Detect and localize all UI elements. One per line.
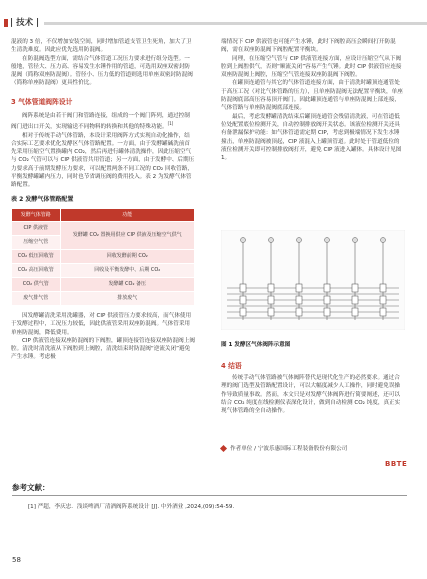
reference-item: [1] 严超，李庆忠．浅谈啤酒厂清酒阀阵系统设计 [J]. 中外酒业 ,2024,(09):54-59.	[28, 504, 235, 510]
left-paragraph-1: 混液的 3 倍，不仅增加安装空间，同时增加管道支管卫生死角，加大了卫生清洗难度。因此应优先选用防混阀。	[11, 39, 192, 54]
gas-pipeline-table	[11, 208, 195, 306]
figure-caption: 图 1 发酵区气体阀阵示意图	[221, 342, 291, 348]
valve-symbol	[380, 308, 386, 316]
table-header-function: 功能	[60, 208, 195, 221]
left-paragraph-4: 相对于传统手动气体管路，本设计采用阀阵方式实现自动化操作，结合实际工艺要求优化发酵区气体管路配置。一方面，由于发酵罐碱洗前首先采用压缩空气置换罐内 CO₂，然后再进行罐体清洗操作，因此压缩空气与 CO₂ 气管可以与 CIP 供液管共用管道；另一方面，由于发酵中、后期压力要求高于前期发酵压力要求，可以配置两条不同工况的 CO₂ 回收管路，平衡发酵罐罐内压力，同时也节省调压阀的费用投入。表 2 为发酵气体管路配置。	[11, 132, 195, 189]
citation-mark: [1]	[167, 121, 174, 127]
table-row: CO₂ 供气管 发酵罐 CO₂ 备压	[12, 277, 195, 291]
valve-symbol	[352, 296, 358, 304]
valve-symbol	[268, 296, 274, 304]
table-caption: 表 2 发酵气体管路配置	[11, 195, 74, 203]
valve-symbol	[296, 308, 302, 316]
section-3-title: 3 气体管道阀阵设计	[11, 97, 73, 106]
valve-symbol	[380, 284, 386, 292]
conclusion-paragraph: 传统手动气体管路被气体阀阵替代是现代化生产的必然要求。通过合理的阀门选型及管路配置设计，可以大幅度减少人工操作，同时避免误操作导致质量事故。然而，本文只是对发酵气体阀阵进行简要阐述，还可以结合 CO₂ 纯度在线检测仪表深化设计，做到自动检测 CO₂ 纯度，真正实现气体管路的全自动操作。	[221, 375, 401, 415]
valve-symbol	[240, 308, 246, 316]
header-accent	[4, 19, 8, 27]
brand-mark: BBTE	[385, 460, 408, 468]
right-paragraph-4: 最后，考虑发酵罐清洗结束后罐顶连通管会残留清洗液，可在管道低位处配置底位检测开关，自动控制排放阀开关状态。该液位检测开关还具有备泄漏保护功能：如气体管道需定期 CIP，考虑到极端情况下发生水锤撞击，单座防混阀被顶起，CIP 液混入上罐顶管道。此时处于管道低位的液位检测开关即可控制排放阀打开，避免 CIP 液进入罐体。具体设计见图 1。	[221, 113, 402, 162]
page-number: 58	[12, 556, 21, 564]
valve-symbol	[324, 308, 330, 316]
fitting-circle	[297, 238, 302, 243]
left-paragraph-2: 在防混阀选型方面，需结合气体管道工况压力要求进行组分选型。一般地，管径大、压力高、容易发生水锤作用的管道，可选用双座双密封防混阀（简称双座防混阀）。管径小、压力低的管道则选用单座双密封防混阀（简称单座防混阀）更具性价比。	[11, 55, 193, 87]
valve-symbol	[296, 296, 302, 304]
page-header	[0, 0, 427, 34]
right-paragraph-3: 在罐顶连通管与其它的气体管道连接方面，由于清洗时罐顶连通管处于高压工况（对比气体管路的压力），且单座防混阀无法配置平衡块，单座防混阀底部高压容易顶开阀门。因此罐顶连通管与单座防混阀上部连接，气体管路与单座防混阀底部连接。	[221, 80, 403, 112]
references-heading: 参考文献：	[12, 483, 50, 492]
valve-symbol	[324, 284, 330, 292]
left-column	[11, 38, 195, 362]
valve-symbol	[296, 284, 302, 292]
valve-symbol	[268, 308, 274, 316]
valve-symbol	[240, 284, 246, 292]
right-paragraph-1: 端情况下 CIP 供液管也可能产生水锤，此时下阀腔高压会瞬间打开防混阀，需在双座防混阀下阀腔配置平衡块。	[221, 39, 396, 54]
valve-symbol	[380, 296, 386, 304]
diamond-bullet-icon	[220, 445, 227, 452]
section-label: | 技术 |	[10, 18, 40, 28]
fitting-circle	[241, 238, 246, 243]
conclusion-body	[221, 374, 405, 415]
valve-array-svg	[221, 230, 405, 330]
valve-symbol	[268, 284, 274, 292]
left-paragraph-5: 因发酵罐清洗采用洗罐器，对 CIP 供液管压力要求较高，而气体使用于发酵过程中，工况压力较低，因此供液管采用双座防混阀。气体管采用单座防混阀，降低费用。	[11, 312, 192, 336]
section-4-title: 4 结语	[221, 362, 242, 370]
references-rule	[12, 495, 407, 496]
fitting-circle	[269, 238, 274, 243]
table-row: CO₂ 低压回收管 回收发酵前期 CO₂	[12, 249, 195, 263]
valve-symbol	[352, 308, 358, 316]
fitting-circle	[325, 238, 330, 243]
valve-array-diagram	[221, 230, 405, 330]
table-row: CIP 供液管 发酵罐 CO₂ 置换用供应 CIP 供液及压缩空气供气	[12, 221, 195, 235]
valve-symbol	[240, 296, 246, 304]
table-header-pipeline: 发酵气体管路	[12, 208, 61, 221]
author-affiliation: 作者单位 / 宁波乐惠国际工程装备股份有限公司	[221, 444, 405, 452]
valve-symbol	[352, 284, 358, 292]
right-column	[221, 38, 405, 162]
left-paragraph-6: CIP 供液管连接双座防混阀的下阀腔，罐顶连接管连接双座防混阀上阀腔。清洗时清洗液从下阀腔到上阀腔，清洗结束时防混阀“逆流关闭”避免产生水锤。考虑极	[11, 337, 195, 361]
table-row: 废气排气管 排放废气	[12, 291, 195, 305]
table-row: 压缩空气管	[12, 235, 195, 249]
header-rule	[44, 22, 427, 25]
table-row: CO₂ 高压回收管 回收及平衡发酵中、后期 CO₂	[12, 263, 195, 277]
diagram-frame	[221, 230, 405, 330]
valve-symbol	[324, 296, 330, 304]
right-paragraph-2: 同理，在压缩空气管与 CIP 供液管连接方面，应设计压缩空气从下阀腔到上阀腔供气，否则“顺流关闭”容易产生气锤。此时 CIP 供液管应连接双座防混阀上阀腔，压缩空气管连接双座防混阀下阀腔。	[221, 55, 402, 79]
fitting-circle	[353, 238, 358, 243]
fitting-circle	[381, 238, 386, 243]
left-paragraph-3: 阀阵系统是由若干阀门和管路连接，组成的一个阀门阵列，通过控制阀门进出口开关，实现输送不同物料的转换和其他的特殊功能。[1]	[11, 113, 190, 131]
